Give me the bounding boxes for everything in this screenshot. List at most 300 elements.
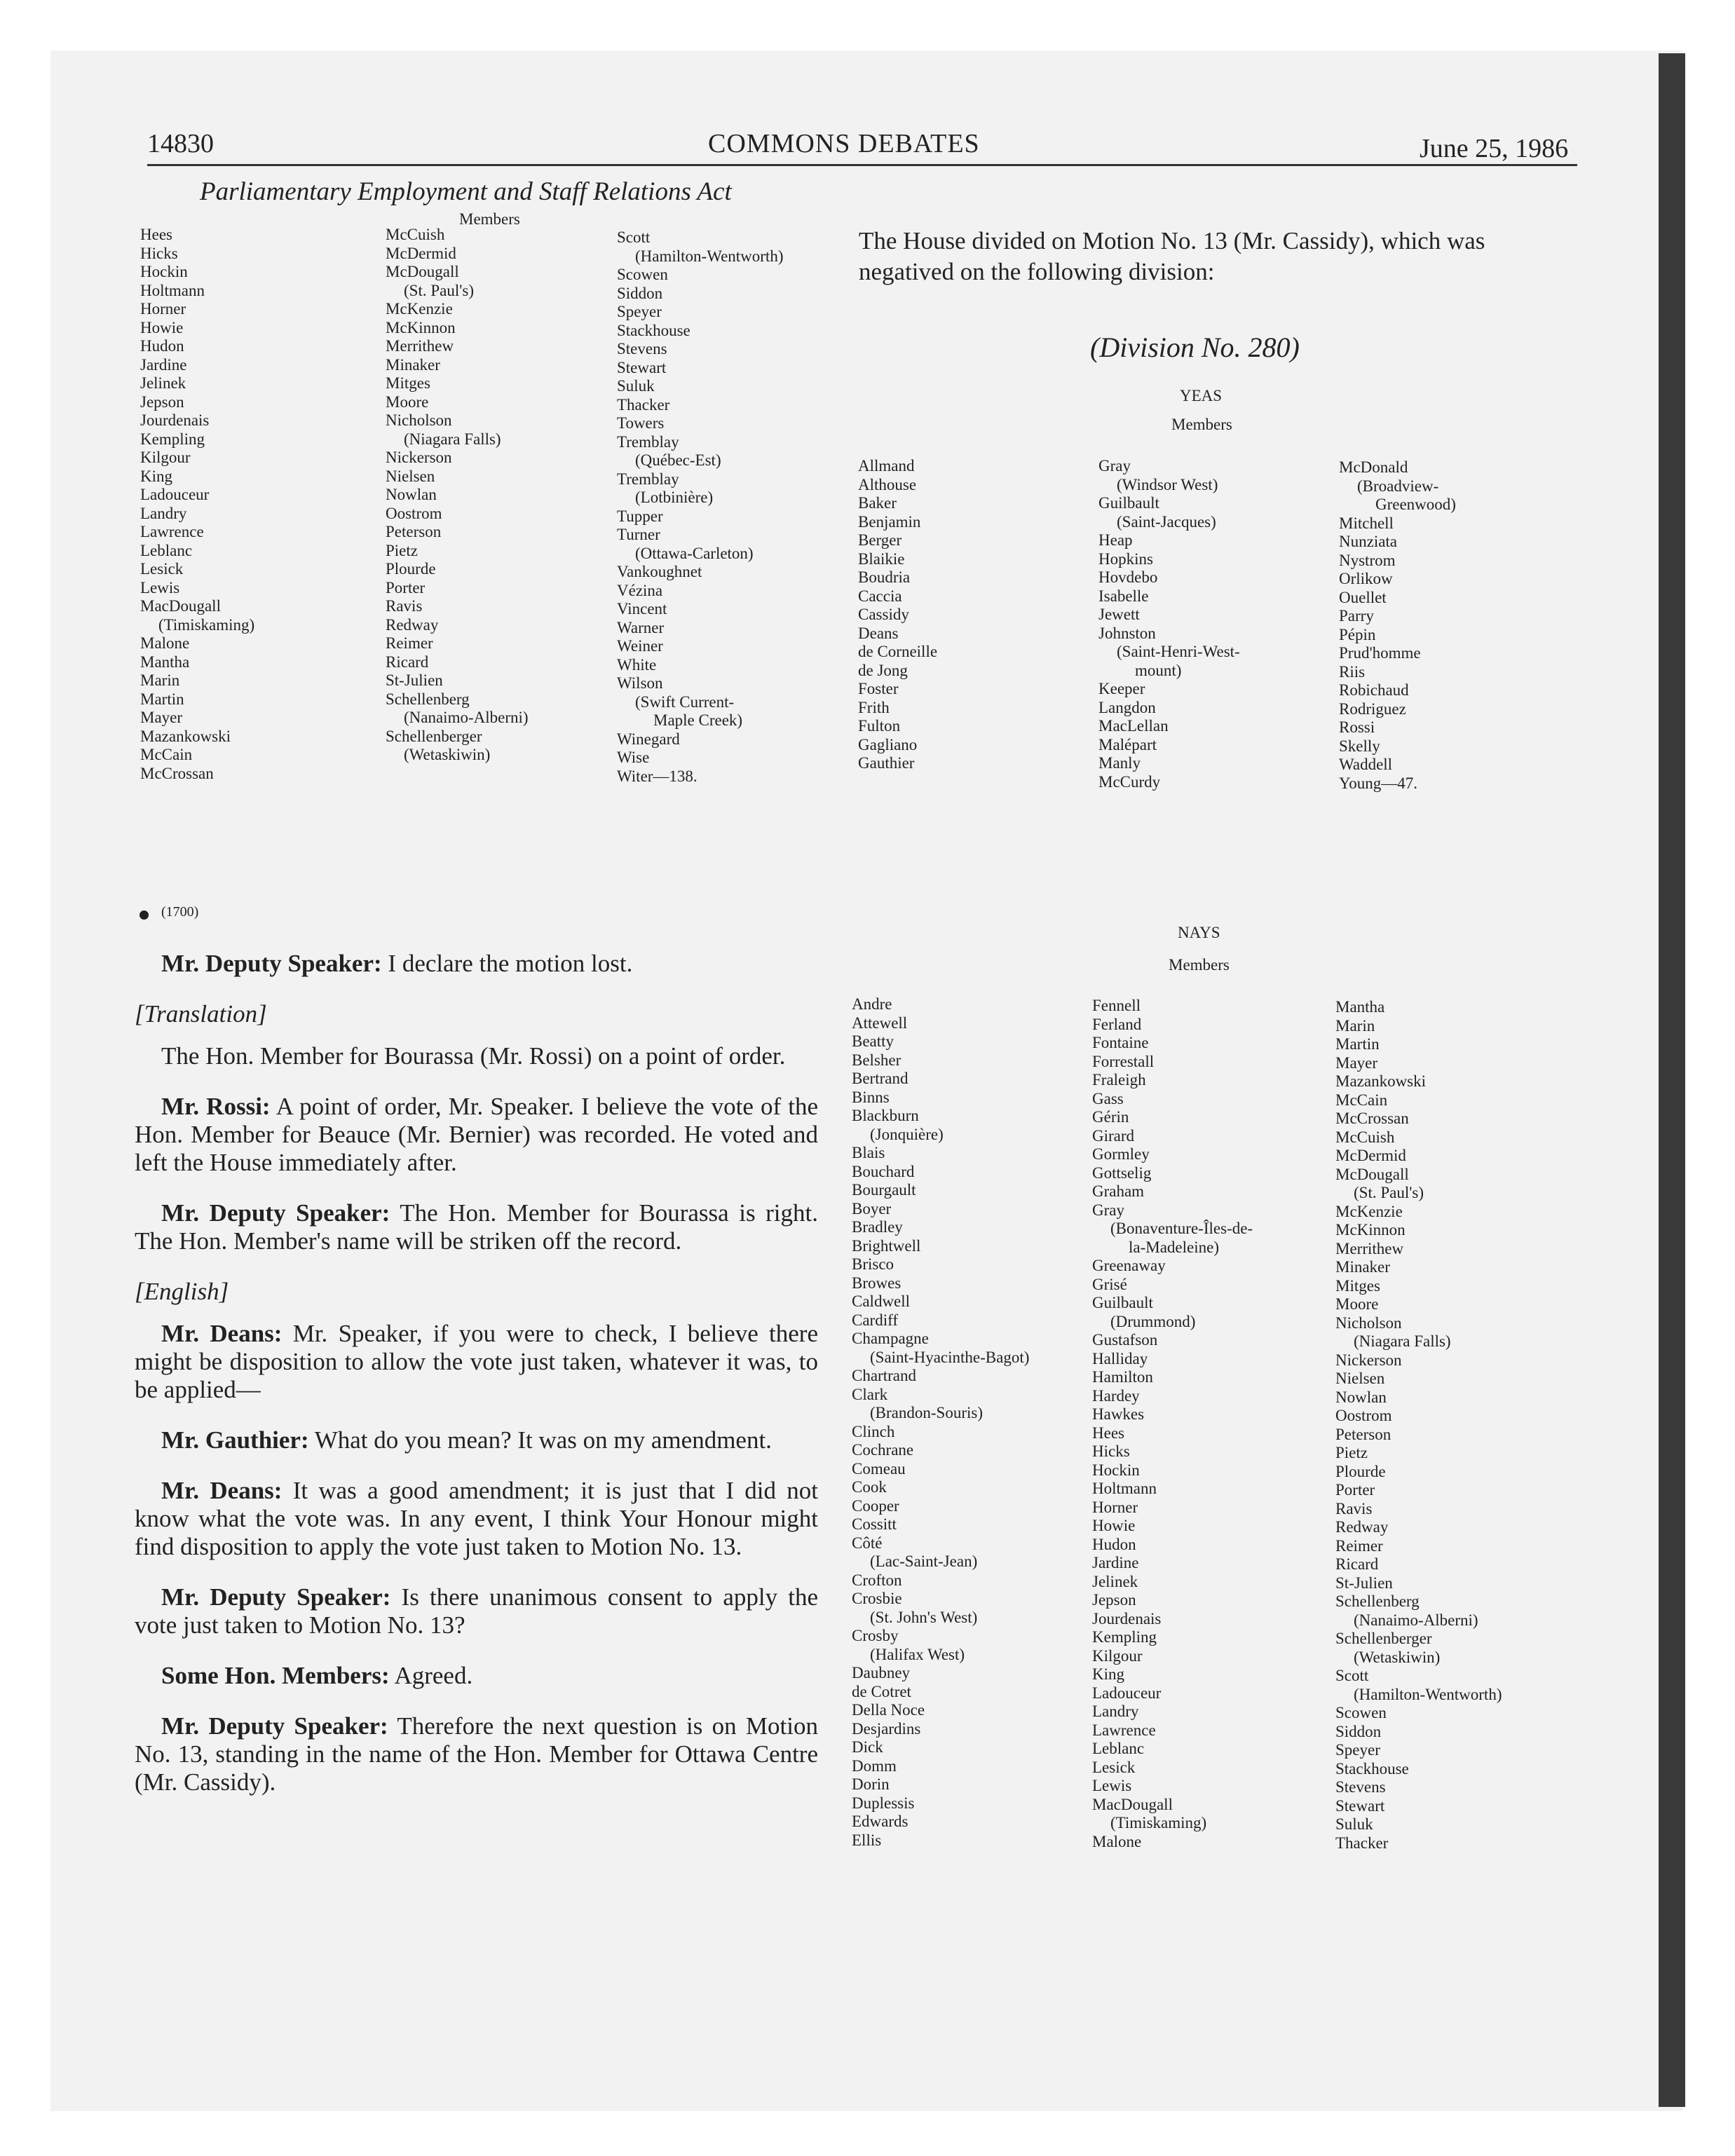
member-name: Pietz: [1335, 1444, 1368, 1461]
member-name: Dick: [852, 1738, 883, 1756]
member-name: Martin: [140, 690, 184, 708]
yeas-column: [858, 457, 937, 773]
page-number: 14830: [147, 129, 214, 158]
member-name: Johnston: [1098, 624, 1156, 642]
speech-text: The Hon. Member for Bourassa is right. The Hon. Member's name will be striken off the record.: [135, 1199, 818, 1255]
speech-text: It was a good amendment; it is just that I did not know what the vote was. In any event, I think Your Honour might find disposition to apply the vote just taken to Motion No. 13.: [135, 1477, 818, 1560]
member-name: Scott: [1335, 1667, 1369, 1684]
member-name: Towers: [617, 414, 665, 432]
member-name: Hudon: [140, 337, 184, 355]
member-name: Riis: [1339, 662, 1366, 681]
member-name: MacDougall: [140, 597, 221, 615]
member-name: Hardey: [1092, 1386, 1140, 1405]
member-name: Tremblay: [617, 470, 679, 488]
member-name: Cooper: [852, 1496, 899, 1515]
member-name: (Jonquière): [870, 1125, 944, 1143]
speech-text: What do you mean? It was on my amendment.: [308, 1426, 772, 1454]
member-name: Thacker: [1335, 1834, 1389, 1852]
nays-column: [1335, 998, 1502, 1853]
language-tag: [Translation]: [135, 1000, 267, 1028]
speech-text: I declare the motion lost.: [381, 950, 633, 977]
member-name: Ladouceur: [140, 486, 210, 503]
member-name: Hawkes: [1092, 1405, 1145, 1423]
member-name: Porter: [1335, 1481, 1375, 1499]
member-name: Hamilton: [1092, 1368, 1153, 1386]
nays-column: [852, 995, 1029, 1850]
member-name: Dorin: [852, 1775, 890, 1793]
member-name: McDonald: [1339, 458, 1408, 476]
member-name: Lewis: [140, 578, 180, 596]
member-name: Nowlan: [1335, 1388, 1387, 1406]
speech-text: A point of order, Mr. Speaker. I believe the vote of the Hon. Member for Beauce (Mr. Bernier) was recorded. He voted and left the House immediately after.: [135, 1093, 818, 1176]
member-name: Stewart: [1335, 1796, 1385, 1815]
member-name: McDermid: [386, 244, 456, 262]
member-name: King: [140, 467, 172, 485]
member-name: Hicks: [1092, 1442, 1130, 1460]
member-name: Halliday: [1092, 1349, 1148, 1367]
member-name: Oostrom: [1335, 1407, 1392, 1424]
member-name: (Wetaskiwin): [404, 746, 491, 763]
member-name: Howie: [140, 318, 184, 336]
member-name: Bouchard: [852, 1162, 915, 1180]
member-name: Schellenberg: [1335, 1592, 1420, 1610]
speech-text: Therefore the next question is on Motion No. 13, standing in the name of the Hon. Member for Ottawa Centre (Mr. Cassidy).: [135, 1712, 818, 1796]
member-name: Hees: [1092, 1424, 1124, 1442]
member-name: Langdon: [1098, 698, 1156, 716]
member-name: Nickerson: [386, 449, 452, 466]
member-name: McDougall: [1335, 1165, 1409, 1183]
member-name: Plourde: [386, 560, 436, 578]
member-name: Isabelle: [1098, 587, 1149, 605]
speech-text: Is there unanimous consent to apply the vote just taken to Motion No. 13?: [135, 1583, 818, 1639]
member-name: Frith: [858, 698, 890, 716]
member-name: Leblanc: [140, 541, 193, 559]
member-name: Merrithew: [386, 337, 454, 355]
member-column: [386, 226, 529, 765]
member-name: Gauthier: [858, 754, 915, 772]
member-name: Malone: [1092, 1832, 1142, 1850]
member-name: McCain: [140, 746, 193, 763]
member-name: King: [1092, 1665, 1124, 1683]
member-name: Howie: [1092, 1517, 1136, 1534]
language-tag: [English]: [135, 1278, 229, 1305]
member-name: Fontaine: [1092, 1034, 1149, 1051]
member-name: Domm: [852, 1756, 897, 1775]
speaker-name: Mr. Deans:: [161, 1477, 283, 1504]
division-intro: The House divided on Motion No. 13 (Mr. Cassidy), which was negatived on the following division:: [859, 227, 1485, 285]
member-name: Lawrence: [140, 523, 204, 540]
member-name: mount): [1135, 661, 1182, 679]
member-name: Nicholson: [386, 411, 452, 429]
speaker-name: Mr. Rossi:: [161, 1093, 271, 1120]
member-name: Heap: [1098, 531, 1133, 549]
member-name: Champagne: [852, 1330, 929, 1347]
member-name: Kilgour: [140, 449, 191, 466]
member-name: Nystrom: [1339, 551, 1396, 569]
member-name: Benjamin: [858, 512, 921, 531]
member-name: Schellenberger: [386, 727, 482, 745]
member-name: Scott: [617, 228, 651, 246]
member-name: Speyer: [1335, 1741, 1380, 1759]
speaker-name: Mr. Deputy Speaker:: [161, 950, 382, 977]
member-name: Gérin: [1092, 1108, 1129, 1126]
speech-text: Mr. Speaker, if you were to check, I believe there might be disposition to allow the vote just taken, whatever it was, to be applied—: [135, 1320, 818, 1403]
member-name: Suluk: [1335, 1815, 1373, 1833]
member-name: Forrestall: [1092, 1052, 1155, 1070]
member-name: Brisco: [852, 1255, 894, 1273]
member-name: Boudria: [858, 568, 911, 586]
member-name: Ravis: [1335, 1499, 1373, 1517]
member-name: Guilbault: [1098, 494, 1159, 512]
member-column: [617, 228, 783, 786]
member-name: (St. John's West): [870, 1608, 978, 1626]
member-name: Malépart: [1098, 735, 1157, 753]
member-name: (Halifax West): [870, 1645, 965, 1663]
member-name: Horner: [1092, 1498, 1138, 1516]
member-name: Gray: [1098, 457, 1131, 475]
running-title: COMMONS DEBATES: [708, 129, 980, 158]
member-name: Gass: [1092, 1089, 1124, 1107]
member-name: Waddell: [1339, 756, 1393, 773]
member-name: Peterson: [1335, 1425, 1392, 1443]
speech-paragraph: [135, 1320, 818, 1404]
member-name: Foster: [858, 680, 899, 697]
member-name: Siddon: [1335, 1722, 1382, 1740]
division-number: (Division No. 280): [1090, 332, 1300, 363]
member-name: Reimer: [1335, 1536, 1383, 1555]
member-name: Lesick: [1092, 1758, 1136, 1776]
member-name: Ferland: [1092, 1015, 1142, 1033]
member-column: [140, 226, 254, 783]
member-name: McCuish: [386, 226, 445, 243]
member-name: Browes: [852, 1274, 901, 1292]
member-name: Crosby: [852, 1627, 899, 1644]
member-name: Greenwood): [1375, 496, 1456, 513]
yeas-members-label: Members: [1171, 416, 1232, 433]
member-name: Beatty: [852, 1032, 894, 1050]
member-name: McDermid: [1335, 1147, 1406, 1164]
member-name: Suluk: [617, 377, 655, 395]
member-name: Redway: [386, 615, 439, 634]
member-name: Stackhouse: [617, 321, 690, 339]
member-name: (St. Paul's): [1354, 1184, 1424, 1201]
member-name: Nielsen: [386, 467, 435, 485]
member-name: MacDougall: [1092, 1795, 1173, 1813]
member-name: Landry: [1092, 1703, 1139, 1720]
member-name: Cassidy: [858, 606, 909, 623]
member-name: Crofton: [852, 1571, 902, 1589]
member-name: Turner: [617, 526, 660, 543]
member-name: Horner: [140, 300, 186, 318]
member-name: Gottselig: [1092, 1164, 1152, 1182]
member-name: Greenaway: [1092, 1257, 1166, 1274]
member-name: Mayer: [140, 709, 183, 726]
member-name: Clark: [852, 1385, 888, 1403]
member-name: Attewell: [852, 1014, 908, 1032]
member-name: Jepson: [140, 393, 184, 411]
member-name: (Lotbinière): [635, 489, 714, 506]
member-name: Schellenberger: [1335, 1630, 1432, 1647]
member-name: Oostrom: [386, 504, 442, 522]
member-name: Hockin: [140, 263, 188, 280]
member-name: Ricard: [386, 653, 429, 671]
member-name: (Ottawa-Carleton): [635, 544, 754, 562]
member-name: St-Julien: [386, 671, 443, 689]
member-name: (St. Paul's): [404, 281, 474, 299]
speech-paragraph: [135, 1199, 818, 1255]
member-name: Thacker: [617, 395, 670, 414]
speech-paragraph: [135, 1042, 818, 1070]
member-name: McCrossan: [1335, 1110, 1409, 1127]
member-name: (Saint-Hyacinthe-Bagot): [870, 1348, 1030, 1366]
member-name: Wilson: [617, 674, 663, 692]
member-name: Andre: [852, 995, 892, 1013]
member-name: Daubney: [852, 1664, 911, 1681]
member-name: Rossi: [1339, 718, 1375, 736]
speaker-name: Mr. Gauthier:: [161, 1426, 309, 1454]
member-name: Hudon: [1092, 1535, 1136, 1553]
member-name: Peterson: [386, 523, 442, 540]
member-name: Porter: [386, 578, 426, 596]
member-name: Ladouceur: [1092, 1684, 1162, 1702]
member-name: Blackburn: [852, 1107, 919, 1124]
member-name: Nicholson: [1335, 1314, 1402, 1332]
member-name: Guilbault: [1092, 1294, 1153, 1311]
member-name: Holtmann: [1092, 1480, 1157, 1497]
member-name: Orlikow: [1339, 570, 1393, 587]
member-name: (Lac-Saint-Jean): [870, 1553, 978, 1570]
member-name: Nowlan: [386, 486, 437, 503]
member-name: Stevens: [617, 340, 667, 357]
member-name: Reimer: [386, 634, 433, 652]
member-name: Nickerson: [1335, 1351, 1402, 1369]
member-name: Comeau: [852, 1459, 906, 1478]
member-name: Bourgault: [852, 1181, 916, 1199]
member-name: McCain: [1335, 1091, 1388, 1109]
member-name: Binns: [852, 1088, 890, 1106]
member-name: Brightwell: [852, 1236, 921, 1255]
member-name: de Cotret: [852, 1682, 911, 1700]
member-name: (Nanaimo-Alberni): [1354, 1611, 1478, 1629]
member-name: Skelly: [1339, 737, 1380, 755]
member-name: Ricard: [1335, 1555, 1379, 1573]
speech-paragraph: [135, 1093, 818, 1177]
page-date: June 25, 1986: [1420, 134, 1569, 163]
member-name: Mitchell: [1339, 514, 1394, 532]
member-name: Mitges: [386, 374, 430, 392]
member-name: Marin: [140, 671, 180, 689]
member-name: Nielsen: [1335, 1370, 1385, 1387]
member-name: Caldwell: [852, 1292, 911, 1310]
member-name: de Corneille: [858, 643, 938, 660]
speech-paragraph: [135, 950, 818, 978]
member-name: (Bonaventure-Îles-de-: [1110, 1220, 1253, 1237]
member-name: Jardine: [140, 355, 187, 374]
member-name: Scowen: [617, 266, 668, 283]
member-name: Hovdebo: [1098, 568, 1158, 586]
member-name: Jelinek: [1092, 1572, 1138, 1590]
member-name: Malone: [140, 634, 190, 652]
member-name: Manly: [1098, 754, 1141, 772]
member-name: Vankoughnet: [617, 563, 702, 580]
member-name: MacLellan: [1098, 717, 1169, 735]
speaker-name: Mr. Deputy Speaker:: [161, 1583, 391, 1611]
member-name: (Nanaimo-Alberni): [404, 709, 529, 726]
member-name: Kilgour: [1092, 1646, 1143, 1665]
bullet-icon: [140, 910, 149, 920]
member-name: Gormley: [1092, 1145, 1150, 1163]
member-name: Mantha: [140, 653, 190, 671]
member-name: Ouellet: [1339, 588, 1387, 606]
member-name: Vincent: [617, 600, 667, 618]
member-name: Ravis: [386, 597, 423, 615]
member-name: (Niagara Falls): [404, 430, 501, 448]
member-name: Girard: [1092, 1126, 1135, 1145]
member-name: Edwards: [852, 1813, 909, 1830]
members-label: Members: [459, 210, 520, 228]
member-name: Bradley: [852, 1218, 903, 1236]
member-name: Bertrand: [852, 1070, 909, 1087]
member-name: Parry: [1339, 607, 1374, 625]
member-name: Marin: [1335, 1016, 1375, 1035]
member-name: Jelinek: [140, 374, 186, 392]
speech-text: Agreed.: [389, 1662, 473, 1689]
member-name: Jepson: [1092, 1591, 1136, 1609]
nays-column: [1092, 997, 1253, 1851]
member-name: Jewett: [1098, 606, 1140, 623]
member-name: Deans: [858, 624, 899, 642]
member-name: Hicks: [140, 244, 178, 262]
member-name: Fennell: [1092, 997, 1141, 1014]
member-name: Tupper: [617, 507, 663, 525]
member-name: (Broadview-: [1357, 477, 1439, 495]
member-name: Leblanc: [1092, 1740, 1145, 1757]
speaker-name: Mr. Deans:: [161, 1320, 283, 1347]
speaker-name: Mr. Deputy Speaker:: [161, 1199, 390, 1227]
member-name: Mantha: [1335, 998, 1385, 1016]
member-name: Allmand: [858, 457, 915, 475]
speech-paragraph: [135, 1426, 818, 1454]
member-name: Jourdenais: [140, 411, 210, 429]
member-name: (Wetaskiwin): [1354, 1648, 1441, 1666]
member-name: Hopkins: [1098, 550, 1153, 568]
member-name: Belsher: [852, 1051, 901, 1069]
member-name: (Saint-Henri-West-: [1117, 643, 1240, 660]
member-name: la-Madeleine): [1129, 1238, 1219, 1256]
yeas-column: [1098, 457, 1240, 791]
member-name: Robichaud: [1339, 681, 1409, 699]
member-name: Holtmann: [140, 281, 205, 299]
member-name: Kempling: [1092, 1628, 1157, 1646]
timestamp: (1700): [161, 904, 199, 920]
member-name: Nunziata: [1339, 533, 1398, 550]
member-name: Althouse: [858, 475, 917, 493]
member-name: Mitges: [1335, 1276, 1380, 1295]
member-name: Lesick: [140, 560, 184, 578]
member-name: Gray: [1092, 1201, 1124, 1219]
member-name: (Québec-Est): [635, 451, 721, 469]
member-name: Witer—138.: [617, 767, 698, 785]
member-name: St-Julien: [1335, 1574, 1393, 1592]
speech-paragraph: [135, 1662, 818, 1690]
nays-members-label: Members: [1169, 956, 1230, 974]
member-name: Berger: [858, 531, 902, 549]
member-name: (Timiskaming): [1110, 1814, 1207, 1831]
member-name: Martin: [1335, 1035, 1380, 1053]
member-name: Lewis: [1092, 1777, 1132, 1794]
member-name: Clinch: [852, 1422, 895, 1440]
member-name: Tremblay: [617, 432, 679, 451]
member-name: Redway: [1335, 1518, 1389, 1536]
member-name: McCrossan: [140, 764, 214, 782]
member-name: Plourde: [1335, 1462, 1386, 1480]
member-name: McDougall: [386, 263, 459, 280]
member-name: Jardine: [1092, 1554, 1139, 1571]
member-name: McKenzie: [1335, 1202, 1403, 1220]
member-name: White: [617, 655, 657, 674]
member-name: McCurdy: [1098, 772, 1161, 791]
member-name: Merrithew: [1335, 1239, 1404, 1257]
member-name: Cochrane: [852, 1441, 914, 1459]
member-name: Mazankowski: [1335, 1072, 1427, 1090]
member-name: Keeper: [1098, 680, 1145, 697]
member-name: (Drummond): [1110, 1312, 1196, 1330]
member-name: McKinnon: [1335, 1221, 1406, 1239]
speech-paragraph: [135, 1712, 818, 1796]
member-name: Warner: [617, 618, 665, 636]
member-name: McKinnon: [386, 318, 456, 336]
member-name: Mayer: [1335, 1053, 1378, 1072]
member-name: Schellenberg: [386, 690, 470, 708]
member-name: Grisé: [1092, 1275, 1127, 1293]
member-name: Della Noce: [852, 1701, 925, 1719]
speech-text: The Hon. Member for Bourassa (Mr. Rossi) on a point of order.: [161, 1042, 786, 1070]
member-name: Rodriguez: [1339, 700, 1406, 718]
member-name: (Hamilton-Wentworth): [1354, 1685, 1502, 1703]
member-name: McKenzie: [386, 300, 453, 318]
member-name: Stackhouse: [1335, 1759, 1409, 1778]
member-name: Vézina: [617, 581, 663, 599]
member-name: (Niagara Falls): [1354, 1332, 1451, 1350]
member-name: (Saint-Jacques): [1117, 512, 1216, 531]
member-name: Speyer: [617, 303, 662, 320]
member-name: Crosbie: [852, 1590, 902, 1607]
member-name: Pietz: [386, 541, 418, 559]
speech-paragraph: [135, 1583, 818, 1639]
member-name: Stevens: [1335, 1778, 1386, 1796]
member-name: Mazankowski: [140, 727, 231, 745]
member-name: Prud'homme: [1339, 644, 1421, 662]
member-name: Young—47.: [1339, 774, 1418, 792]
member-name: Desjardins: [852, 1719, 921, 1738]
member-name: Wise: [617, 749, 650, 766]
debate-transcript: [135, 950, 818, 1819]
member-name: Scowen: [1335, 1704, 1387, 1721]
header-rule: [147, 164, 1577, 166]
member-name: Duplessis: [852, 1794, 915, 1812]
nays-heading: NAYS: [1178, 924, 1220, 941]
member-name: Hees: [140, 226, 172, 243]
member-name: de Jong: [858, 661, 908, 679]
scan-edge-bar: [1659, 53, 1685, 2107]
member-name: Hockin: [1092, 1461, 1140, 1479]
member-name: Minaker: [1335, 1258, 1390, 1276]
member-name: Siddon: [617, 284, 663, 302]
member-name: (Brandon-Souris): [870, 1404, 983, 1421]
member-name: Chartrand: [852, 1367, 916, 1384]
member-name: Caccia: [858, 587, 902, 605]
member-name: Minaker: [386, 355, 440, 374]
